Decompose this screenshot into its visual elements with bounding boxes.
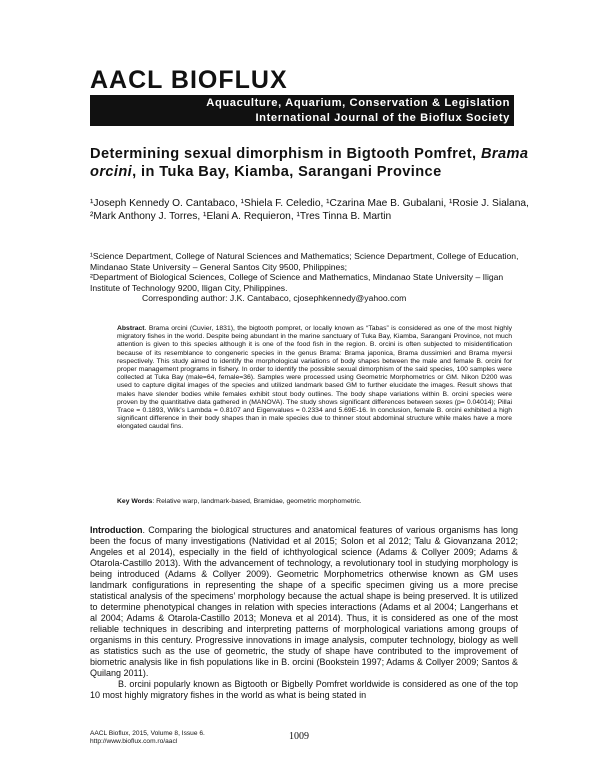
paper-title [90,145,530,181]
affiliations [90,251,530,304]
journal-banner [90,95,514,126]
abstract-label: Abstract [117,325,145,332]
keywords-text: : Relative warp, landmark-based, Bramidae, geometric morphometric. [152,498,362,505]
title-species: Brama orcini [90,146,529,180]
introduction-paragraph-2: B. orcini popularly known as Bigtooth or Bigbelly Pomfret worldwide is considered as one of the top 10 most highly migratory fishes in the world as what is being stated in [90,679,518,700]
footer-journal-citation: AACL Bioflux, 2015, Volume 8, Issue 6. [90,730,205,737]
banner-line-1: Aquaculture, Aquarium, Conservation & Legislation [206,97,510,109]
introduction-section [90,525,518,701]
footer-url: http://www.bioflux.com.ro/aacl [90,738,178,745]
keywords-label: Key Words [117,498,153,505]
introduction-text-1: . Comparing the biological structures and anatomical features of various organisms has long been the focus of many investigations (Natividad et al 2015; Solon et al 2012; Talu & Giovanzana 2012; Angeles et al 2014), especially in the field of ichthyological science (Adams & Collyer 2009; Adams & Otarola-Castillo 2013). With the advancement of technology, a revolutionary tool in studying morphology is being introduced (Adams & Collyer 2009). Geometric Morphometrics otherwise known as GM uses landmark configurations in representing the shape of a specific specimen giving us a more precise statistical analysis of the specimens’ morphology because the actual shape is being preserved. It is utilized to determine phenotypical changes in relation with species interactions (Adams et al 2004; Langerhans et al 2004; Adams & Otarola-Castillo 2013; Moneva et al 2014). Thus, it is considered as one of the most reliable techniques in describing and interpreting patterns of morphological variations among groups of organisms in this century. Progressive innovations in image analysis, computer technology, biology as well as statistics such as the use of geometric, the study of shape have contributed to the improvement of biometric analysis like in fish populations like in B. orcini (Bookstein 1997; Adams & Collyer 2009; Santos & Quilang 2011). [90,525,518,678]
author-list: ¹Joseph Kennedy O. Cantabaco, ¹Shiela F. Celedio, ¹Czarina Mae B. Gubalani, ¹Rosie J. Sialana, ²Mark Anthony J. Torres, ¹Elani A. Requieron, ¹Tres Tinna B. Martin [90,198,529,222]
banner-line-2: International Journal of the Bioflux Society [255,111,510,124]
journal-name: AACL BIOFLUX [90,66,288,94]
footer-citation [90,730,205,746]
title-part-1: Determining sexual dimorphism in Bigtooth Pomfret, [90,146,481,162]
keywords [117,498,512,506]
introduction-paragraph-1 [90,525,518,679]
abstract [117,325,512,432]
introduction-heading: Introduction [90,525,143,535]
affiliation-1: ¹Science Department, College of Natural Sciences and Mathematics; Science Department, College of Education, Mindanao State University – General Santos City 9500, Philippines; [90,251,519,272]
page-number: 1009 [289,731,309,742]
abstract-text: . Brama orcini (Cuvier, 1831), the bigtooth pompret, or locally known as “Tabas” is considered as one of the most highly migratory fishes in the world. Despite being abundant in the marine sanctuary of Tuka Bay, Kiamba, Sarangani Province, not much attention is given to this species although it is one of the food fish in the region. B. orcini is often subjected to misidentification because of its resemblance to congeneric species in the genus Brama: Brama japonica, Brama dussimieri and Brama myersi respectively. This study aimed to identify the morphological variations of body shapes between the male and female B. orcini for proper management programs in fishery. In order to identify the possible sexual dimorphism of the said species, 100 samples were collected at Tuka Bay (male=64, female=36). Samples were processed using Geometric Morphometrics or GM. Nikon D200 was used to capture digital images of the species and utilized landmark based GM to further elucidate the images. Result shows that males have slender bodies while females exhibit stout body outlines. The body shape variations within B. orcini species were proven by the quantitative data gathered in (MANOVA). The study shows significant differences between sexes (p= 0.04014); Pillai Trace = 0.1893, Wilk’s Lambda = 0.8107 and Eigenvalues = 0.2334 and 5.69E-16. In conclusion, female B. orcini exhibited a high significant difference in their body shapes than in male species due to thinner stout abdominal structure while males have a more elongated caudal fins. [117,325,512,431]
affiliation-2: ²Department of Biological Sciences, College of Science and Mathematics, Mindanao State University – Iligan Institute of Technology 9200, Iligan City, Philippines. [90,272,504,293]
title-part-2: , in Tuka Bay, Kiamba, Sarangani Province [132,164,442,180]
corresponding-author: Corresponding author: J.K. Cantabaco, cjosephkennedy@yahoo.com [142,293,407,304]
